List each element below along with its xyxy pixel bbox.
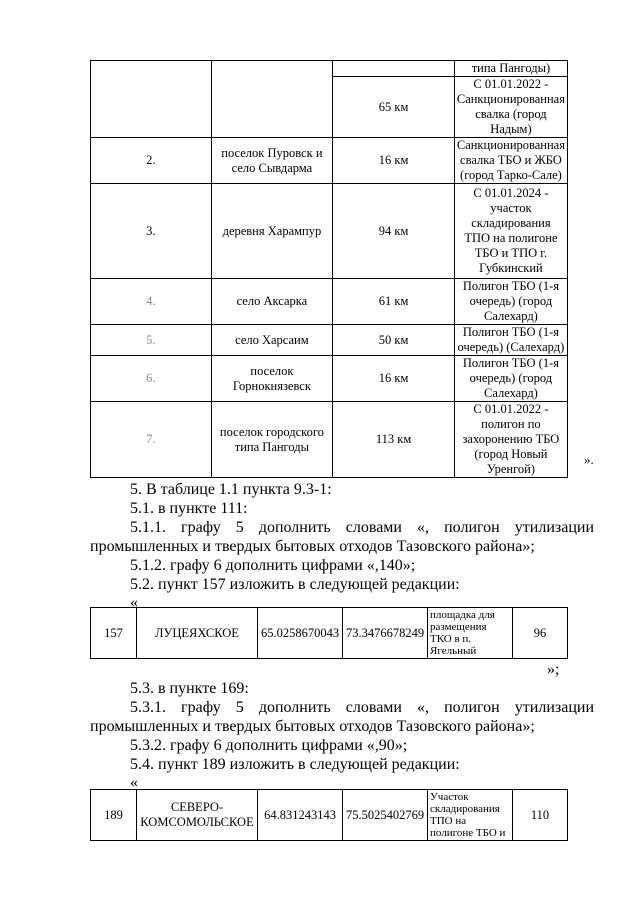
distance-cell: 16 км	[333, 356, 455, 402]
field-name-cell: ЛУЦЕЯХСКОЕ	[137, 608, 258, 659]
open-quote: «	[130, 594, 138, 611]
table-row	[91, 356, 568, 402]
distance-cell	[333, 61, 455, 77]
row-number-cell: 2.	[91, 138, 212, 184]
distance-cell: 65 км	[333, 77, 455, 138]
distance-cell: 16 км	[333, 138, 455, 184]
distance-cell: 50 км	[333, 325, 455, 356]
table-row-189	[90, 789, 568, 841]
latitude-cell: 65.0258670043	[258, 608, 343, 659]
table-row	[91, 608, 568, 659]
table-row	[91, 402, 568, 478]
row-number-cell: 7.	[91, 402, 212, 478]
paragraph-item-5-1: 5.1. в пункте 111:	[130, 500, 248, 517]
row-number-cell: 189	[91, 790, 137, 841]
destination-cell: Полигон ТБО (1-я очередь) (город Салехард)	[454, 279, 567, 325]
paragraph-item-5-3-2: 5.3.2. графу 6 дополнить цифрами «,90»;	[130, 737, 408, 754]
destination-cell: Полигон ТБО (1-я очередь) (город Салехард)	[454, 356, 567, 402]
locality-cell: село Аксарка	[211, 279, 333, 325]
locality-cell: поселок городского типа Пангоды	[211, 402, 333, 478]
value-cell: 110	[513, 790, 568, 841]
paragraph-item-5-1-1: 5.1.1. графу 5 дополнить словами «, полигон утилизации промышленных и твердых бытовых отходов Тазовского района»;	[90, 519, 594, 555]
locality-cell: деревня Харампур	[211, 184, 333, 279]
destination-cell: Полигон ТБО (1-я очередь) (Салехард)	[454, 325, 567, 356]
row-number-cell: 6.	[91, 356, 212, 402]
destination-cell: С 01.01.2022 - полигон по захоронению ТБО (город Новый Уренгой)	[454, 402, 567, 478]
row-number-cell	[91, 61, 212, 138]
locality-cell: село Харсаим	[211, 325, 333, 356]
paragraph-item-5: 5. В таблице 1.1 пункта 9.3-1:	[130, 481, 332, 498]
locality-cell: поселок Горнокнязевск	[211, 356, 333, 402]
paragraph-item-5-1-2: 5.1.2. графу 6 дополнить цифрами «,140»;	[130, 557, 416, 574]
destination-cell: Санкционированная свалка ТБО и ЖБО (город Тарко-Сале)	[454, 138, 567, 184]
table-row	[91, 138, 568, 184]
destination-cell: С 01.01.2024 - участок складирования ТПО на полигоне ТБО и ТПО г. Губкинский	[454, 184, 567, 279]
paragraph-item-5-3-1: 5.3.1. графу 5 дополнить словами «, полигон утилизации промышленных и твердых бытовых отходов Тазовского района»;	[90, 699, 594, 735]
table-row	[91, 325, 568, 356]
table-row	[91, 279, 568, 325]
paragraph-item-5-3: 5.3. в пункте 169:	[130, 680, 249, 697]
row-number-cell: 3.	[91, 184, 212, 279]
destination-cell: С 01.01.2022 - Санкционированная свалка (город Надым)	[454, 77, 567, 138]
closing-quote: ».	[584, 452, 594, 467]
facility-cell: площадка для размещения ТКО в п. Ягельный	[428, 608, 513, 659]
field-name-cell: СЕВЕРО-КОМСОМОЛЬСКОЕ	[137, 790, 258, 841]
value-cell: 96	[513, 608, 568, 659]
table-row-157	[90, 607, 568, 659]
destination-cell: типа Пангоды)	[454, 61, 567, 77]
open-quote: «	[130, 774, 138, 791]
facility-cell: Участок складирования ТПО на полигоне ТБО и	[428, 790, 513, 841]
table-row	[91, 184, 568, 279]
latitude-cell: 64.831243143	[258, 790, 343, 841]
paragraph-item-5-4: 5.4. пункт 189 изложить в следующей редакции:	[130, 756, 460, 773]
table-row	[91, 61, 568, 77]
table-row	[91, 790, 568, 841]
disposal-sites-table	[90, 60, 568, 478]
locality-cell	[211, 61, 333, 138]
longitude-cell: 75.5025402769	[343, 790, 428, 841]
paragraph-item-5-2: 5.2. пункт 157 изложить в следующей редакции:	[130, 576, 460, 593]
distance-cell: 94 км	[333, 184, 455, 279]
closing-quote: »;	[547, 661, 560, 678]
row-number-cell: 157	[91, 608, 137, 659]
row-number-cell: 4.	[91, 279, 212, 325]
distance-cell: 113 км	[333, 402, 455, 478]
locality-cell: поселок Пуровск и село Сывдарма	[211, 138, 333, 184]
longitude-cell: 73.3476678249	[343, 608, 428, 659]
row-number-cell: 5.	[91, 325, 212, 356]
distance-cell: 61 км	[333, 279, 455, 325]
